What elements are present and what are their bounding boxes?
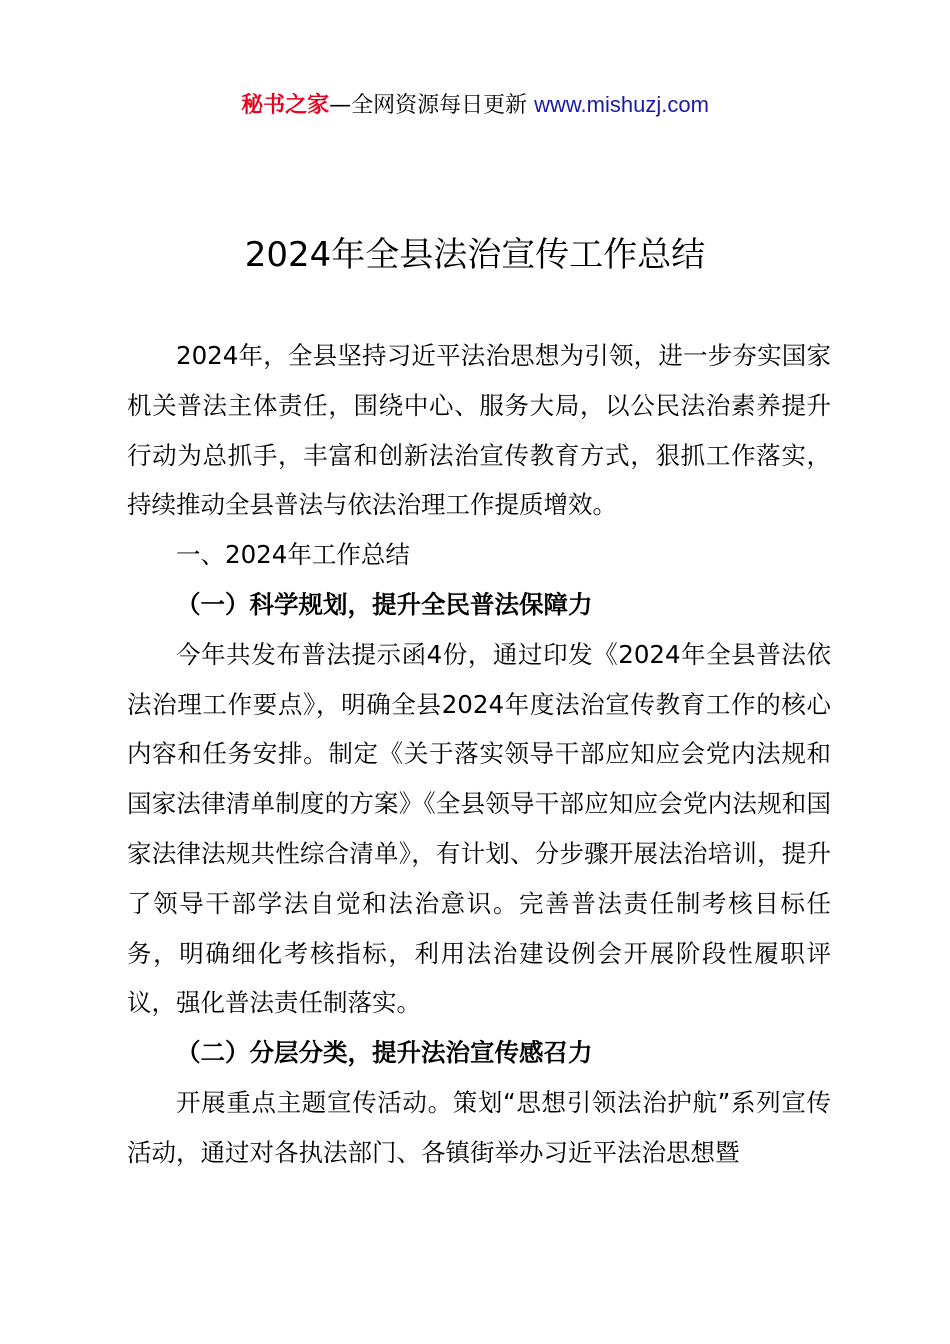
document-title: 2024年全县法治宣传工作总结 [244,235,706,275]
subsection-heading: （二）分层分类，提升法治宣传感召力 [176,1038,593,1068]
site-tagline: —全网资源每日更新 [329,93,528,118]
subsection-heading: （一）科学规划，提升全民普法保障力 [176,589,593,619]
intro-paragraph: 2024年，全县坚持习近平法治思想为引领，进一步夯实国家机关普法主体责任，围绕中心、服务大局，以公民法治素养提升行动为总抓手，丰富和创新法治宣传教育方式，狠抓工作落实，持续推动全县普法与依法治理工作提质增效。 [127,341,831,520]
document-body [127,331,831,1178]
subsection-paragraph: 开展重点主题宣传活动。策划“思想引领法治护航”系列宣传活动，通过对各执法部门、各镇街举办习近平法治思想暨 [127,1087,831,1167]
site-url-link[interactable]: www.mishuzj.com [534,92,709,117]
site-header [0,88,950,123]
site-brand: 秘书之家 [241,93,330,118]
subsection-paragraph: 今年共发布普法提示函4份，通过印发《2024年全县普法依法治理工作要点》，明确全县2024年度法治宣传教育工作的核心内容和任务安排。制定《关于落实领导干部应知应会党内法规和国家法律清单制度的方案》《全县领导干部应知应会党内法规和国家法律法规共性综合清单》，有计划、分步骤开展法治培训，提升了领导干部学法自觉和法治意识。完善普法责任制考核目标任务，明确细化考核指标，利用法治建设例会开展阶段性履职评议，强化普法责任制落实。 [127,639,831,1018]
section-heading: 一、2024年工作总结 [176,540,410,570]
